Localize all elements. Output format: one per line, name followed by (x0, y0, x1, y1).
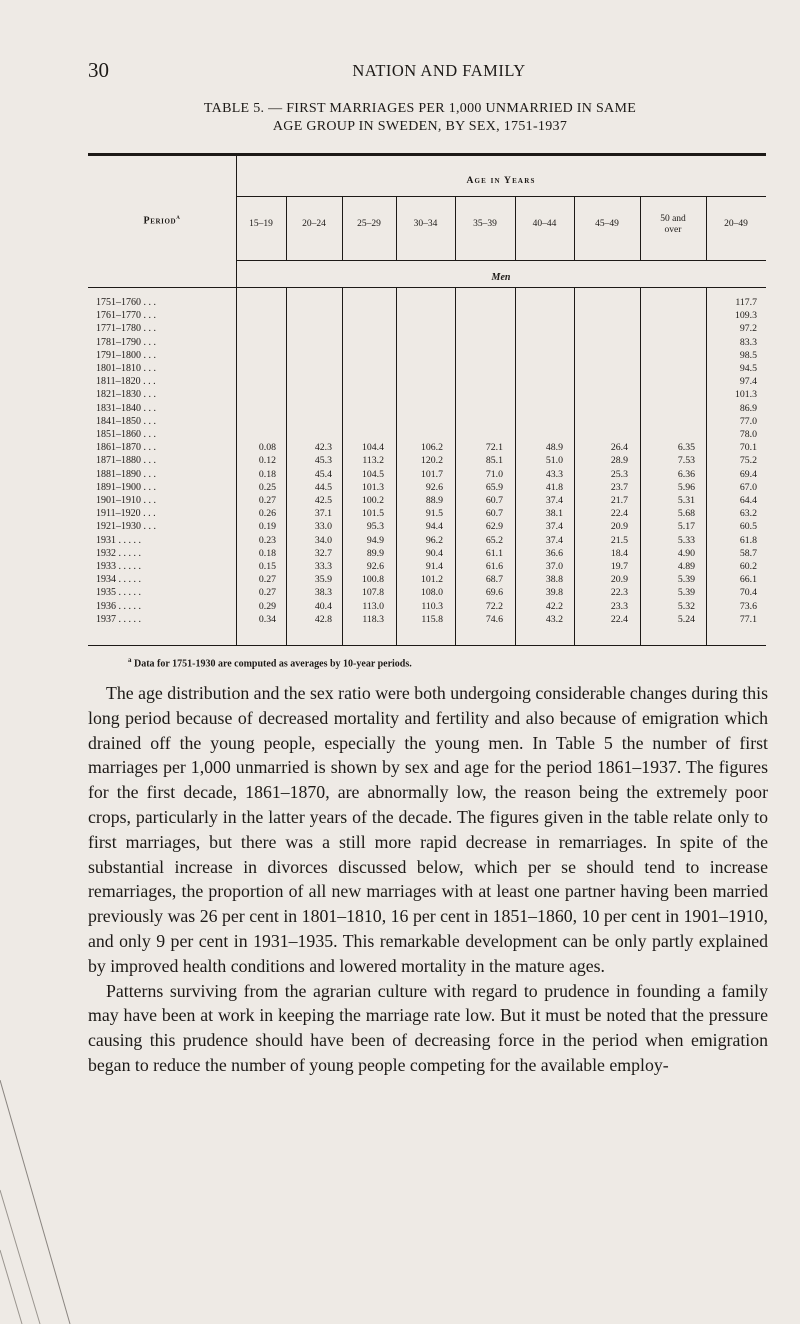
table-cell: 71.0 (485, 469, 503, 480)
page-corner-crease (0, 1080, 120, 1324)
period-cell: 1936 . . . . . (96, 601, 141, 612)
table-cell: 0.18 (258, 469, 276, 480)
table-cell: 101.7 (420, 469, 443, 480)
period-cell: 1841–1850 . . . (96, 416, 156, 427)
table-cell: 77.1 (739, 614, 757, 625)
table-cell: 0.12 (258, 455, 276, 466)
table-cell: 120.2 (420, 455, 443, 466)
table-cell: 36.6 (545, 548, 563, 559)
table-cell: 20.9 (610, 521, 628, 532)
footnote-marker: a (128, 656, 132, 664)
table-cell: 60.2 (739, 561, 757, 572)
col-header-40-44: 40–44 (532, 219, 557, 229)
col-header-15-19: 15–19 (249, 219, 273, 229)
table-cell: 7.53 (677, 455, 695, 466)
table-cell: 51.0 (545, 455, 563, 466)
table-cell: 113.0 (362, 601, 384, 612)
table-cell: 21.7 (610, 495, 628, 506)
table-cell: 72.2 (485, 601, 503, 612)
table-cell: 42.5 (314, 495, 332, 506)
period-cell: 1881–1890 . . . (96, 469, 156, 480)
table-cell: 21.5 (610, 535, 628, 546)
table-cell: 5.24 (677, 614, 695, 625)
table-cell: 42.8 (314, 614, 332, 625)
period-cell: 1771–1780 . . . (96, 323, 156, 334)
table-cell: 60.7 (485, 508, 503, 519)
table-cell: 22.4 (610, 508, 628, 519)
table-cell: 91.5 (425, 508, 443, 519)
table-cell: 37.4 (545, 535, 563, 546)
table-cell: 83.3 (739, 337, 757, 348)
running-head (88, 58, 740, 88)
table-cell: 0.29 (258, 601, 276, 612)
table-cell: 5.31 (677, 495, 695, 506)
period-cell: 1931 . . . . . (96, 535, 141, 546)
table-cell: 0.27 (258, 587, 276, 598)
table-cell: 58.7 (739, 548, 757, 559)
table-cell: 44.5 (314, 482, 332, 493)
table-cell: 67.0 (739, 482, 757, 493)
table-cell: 65.9 (485, 482, 503, 493)
table-cell: 94.9 (366, 535, 384, 546)
table-cell: 39.8 (545, 587, 563, 598)
body-text (88, 681, 768, 1078)
table-cell: 18.4 (610, 548, 628, 559)
table-cell: 5.33 (677, 535, 695, 546)
table-cell: 97.4 (739, 376, 757, 387)
period-cell: 1821–1830 . . . (96, 389, 156, 400)
table-cell: 66.1 (739, 574, 757, 585)
table-cell: 0.18 (258, 548, 276, 559)
table-caption-line-1: TABLE 5. — FIRST MARRIAGES PER 1,000 UNMARRIED IN SAME (203, 101, 637, 116)
period-cell: 1891–1900 . . . (96, 482, 156, 493)
table-bottom-rule (88, 645, 766, 646)
table-cell: 22.3 (610, 587, 628, 598)
table-cell: 4.89 (677, 561, 695, 572)
table-cell: 94.5 (739, 363, 757, 374)
period-cell: 1921–1930 . . . (96, 521, 156, 532)
table-cell: 37.4 (545, 495, 563, 506)
table-top-rule (88, 153, 766, 156)
table-cell: 6.35 (677, 442, 695, 453)
table-cell: 20.9 (610, 574, 628, 585)
table-cell: 5.39 (677, 587, 695, 598)
table-cell: 92.6 (425, 482, 443, 493)
table-cell: 109.3 (734, 310, 757, 321)
table-cell: 0.15 (258, 561, 276, 572)
table-cell: 38.3 (314, 587, 332, 598)
period-cell: 1934 . . . . . (96, 574, 141, 585)
table-cell: 106.2 (420, 442, 443, 453)
table-cell: 35.9 (314, 574, 332, 585)
header-bottom-rule (88, 287, 766, 288)
table-cell: 37.0 (545, 561, 563, 572)
table-cell: 61.6 (485, 561, 503, 572)
period-cell: 1831–1840 . . . (96, 403, 156, 414)
table-cell: 118.3 (362, 614, 384, 625)
table-cell: 41.8 (545, 482, 563, 493)
period-cell: 1861–1870 . . . (96, 442, 156, 453)
sex-subheader: Men (491, 272, 511, 283)
table-cell: 69.4 (739, 469, 757, 480)
table-cell: 95.3 (366, 521, 384, 532)
table-cell: 5.96 (677, 482, 695, 493)
table-cell: 100.2 (361, 495, 384, 506)
table-cell: 5.17 (677, 521, 695, 532)
table-cell: 77.0 (739, 416, 757, 427)
period-cell: 1751–1760 . . . (96, 297, 156, 308)
table-cell: 37.4 (545, 521, 563, 532)
table-cell: 60.5 (739, 521, 757, 532)
table-cell: 4.90 (677, 548, 695, 559)
table-cell: 28.9 (610, 455, 628, 466)
table-cell: 75.2 (739, 455, 757, 466)
table-cell: 72.1 (485, 442, 503, 453)
table-cell: 88.9 (425, 495, 443, 506)
period-cell: 1935 . . . . . (96, 587, 141, 598)
table-cell: 100.8 (361, 574, 384, 585)
table-cell: 101.5 (361, 508, 384, 519)
period-cell: 1791–1800 . . . (96, 350, 156, 361)
table-cell: 48.9 (545, 442, 563, 453)
table-cell: 61.8 (739, 535, 757, 546)
period-cell: 1933 . . . . . (96, 561, 141, 572)
table-cell: 0.19 (258, 521, 276, 532)
table-cell: 97.2 (739, 323, 757, 334)
column-header-rule (236, 260, 766, 261)
table-cell: 101.3 (361, 482, 384, 493)
table-cell: 33.3 (314, 561, 332, 572)
col-header-20-24: 20–24 (302, 219, 326, 229)
table-cell: 5.32 (677, 601, 695, 612)
table-cell: 5.68 (677, 508, 695, 519)
table-cell: 94.4 (425, 521, 443, 532)
col-header-25-29: 25–29 (357, 219, 381, 229)
table-cell: 60.7 (485, 495, 503, 506)
table-cell: 40.4 (314, 601, 332, 612)
table-cell: 70.1 (739, 442, 757, 453)
table-cell: 37.1 (314, 508, 332, 519)
period-cell: 1871–1880 . . . (96, 455, 156, 466)
table-cell: 38.1 (545, 508, 563, 519)
table-cell: 43.3 (545, 469, 563, 480)
table-cell: 42.2 (545, 601, 563, 612)
table-cell: 0.08 (258, 442, 276, 453)
table-cell: 107.8 (361, 587, 384, 598)
table-cell: 0.25 (258, 482, 276, 493)
period-footnote-marker: a (176, 213, 181, 221)
page-number: 30 (88, 58, 109, 82)
table-cell: 45.4 (314, 469, 332, 480)
table-cell: 33.0 (314, 521, 332, 532)
table-cell: 68.7 (485, 574, 503, 585)
col-header-45-49: 45–49 (595, 219, 619, 229)
table-cell: 63.2 (739, 508, 757, 519)
paragraph: The age distribution and the sex ratio were both undergoing considerable changes during this long period because of decreased mortality and fertility and also because of emigration which drained off the young people, especially the young men. In Table 5 the number of first marriages per 1,000 unmarried is shown by sex and age for the period 1861–1937. The figures for the first decade, 1861–1870, are abnormally low, the reason being the extremely poor crops, particularly in the latter years of the decade. The figures given in the table relate only to first marriages, but there was a still more rapid decrease in remarriages. In spite of the substantial increase in divorces discussed below, which per se should tend to increase remarriages, the proportion of all new marriages with at least one partner having been married previously was 26 per cent in 1801–1810, 16 per cent in 1851–1860, 10 per cent in 1901–1910, and only 9 per cent in 1931–1935. This remarkable development can be only partly explained by improved health conditions and lowered mortality in the mature ages. (88, 683, 768, 976)
table-cell: 70.4 (739, 587, 757, 598)
period-cell: 1851–1860 . . . (96, 429, 156, 440)
table-cell: 74.6 (485, 614, 503, 625)
period-header: Period$^a$ (143, 213, 181, 227)
paragraph: Patterns surviving from the agrarian culture with regard to prudence in founding a family may have been at work in keeping the marriage rate low. But it must be noted that the pressure causing this prudence should have been of decreasing force in the period when emigration began to reduce the number of young people competing for the available employ- (88, 980, 768, 1075)
table-cell: 86.9 (739, 403, 757, 414)
table-cell: 0.23 (258, 535, 276, 546)
period-cell: 1911–1920 . . . (96, 508, 156, 519)
table-cell: 43.2 (545, 614, 563, 625)
period-cell: 1932 . . . . . (96, 548, 141, 559)
table-cell: 45.3 (314, 455, 332, 466)
table-cell: 101.3 (734, 389, 757, 400)
col-header-50-and-over: 50 and over (660, 214, 686, 235)
table-cell: 25.3 (610, 469, 628, 480)
table-cell: 101.2 (420, 574, 443, 585)
table-cell: 115.8 (421, 614, 443, 625)
age-group-header: Age in Years (466, 176, 536, 186)
period-cell: 1801–1810 . . . (96, 363, 156, 374)
table-cell: 0.27 (258, 574, 276, 585)
group-header-rule (236, 196, 766, 197)
table-caption-line-2: AGE GROUP IN SWEDEN, BY SEX, 1751-1937 (272, 119, 568, 134)
table-cell: 113.2 (362, 455, 384, 466)
table-cell: 42.3 (314, 442, 332, 453)
table-cell: 23.7 (610, 482, 628, 493)
period-cell: 1761–1770 . . . (96, 310, 156, 321)
table-cell: 98.5 (739, 350, 757, 361)
table-cell: 78.0 (739, 429, 757, 440)
table-cell: 117.7 (735, 297, 757, 308)
table-cell: 6.36 (677, 469, 695, 480)
table-cell: 91.4 (425, 561, 443, 572)
col-header-30-34: 30–34 (413, 219, 438, 229)
table-cell: 64.4 (739, 495, 757, 506)
table-cell: 0.34 (258, 614, 276, 625)
table-cell: 104.5 (361, 469, 384, 480)
running-title: NATION AND FAMILY (352, 61, 526, 80)
period-cell: 1901–1910 . . . (96, 495, 156, 506)
table-cell: 110.3 (421, 601, 443, 612)
table-cell: 38.8 (545, 574, 563, 585)
period-cell: 1811–1820 . . . (96, 376, 156, 387)
table-cell: 69.6 (485, 587, 503, 598)
table-cell: 22.4 (610, 614, 628, 625)
table-cell: 32.7 (314, 548, 332, 559)
table-cell: 96.2 (425, 535, 443, 546)
table-cell: 5.39 (677, 574, 695, 585)
table-cell: 23.3 (610, 601, 628, 612)
table-cell: 0.26 (258, 508, 276, 519)
table-cell: 104.4 (361, 442, 384, 453)
table-cell: 26.4 (610, 442, 628, 453)
table-caption (110, 100, 730, 136)
table-footnote: $^a$ Data for 1751-1930 are computed as averages by 10-year periods. (128, 656, 412, 670)
col-header-35-39: 35–39 (473, 219, 497, 229)
table-cell: 90.4 (425, 548, 443, 559)
table-cell: 65.2 (485, 535, 503, 546)
table-cell: 34.0 (314, 535, 332, 546)
table-cell: 89.9 (366, 548, 384, 559)
table-cell: 0.27 (258, 495, 276, 506)
period-cell: 1937 . . . . . (96, 614, 141, 625)
table-cell: 85.1 (485, 455, 503, 466)
period-cell: 1781–1790 . . . (96, 337, 156, 348)
table-cell: 73.6 (739, 601, 757, 612)
table-cell: 108.0 (420, 587, 443, 598)
table-cell: 61.1 (485, 548, 503, 559)
table-cell: 62.9 (485, 521, 503, 532)
table-cell: 19.7 (610, 561, 628, 572)
table-cell: 92.6 (366, 561, 384, 572)
col-header-20-49: 20–49 (724, 219, 748, 229)
